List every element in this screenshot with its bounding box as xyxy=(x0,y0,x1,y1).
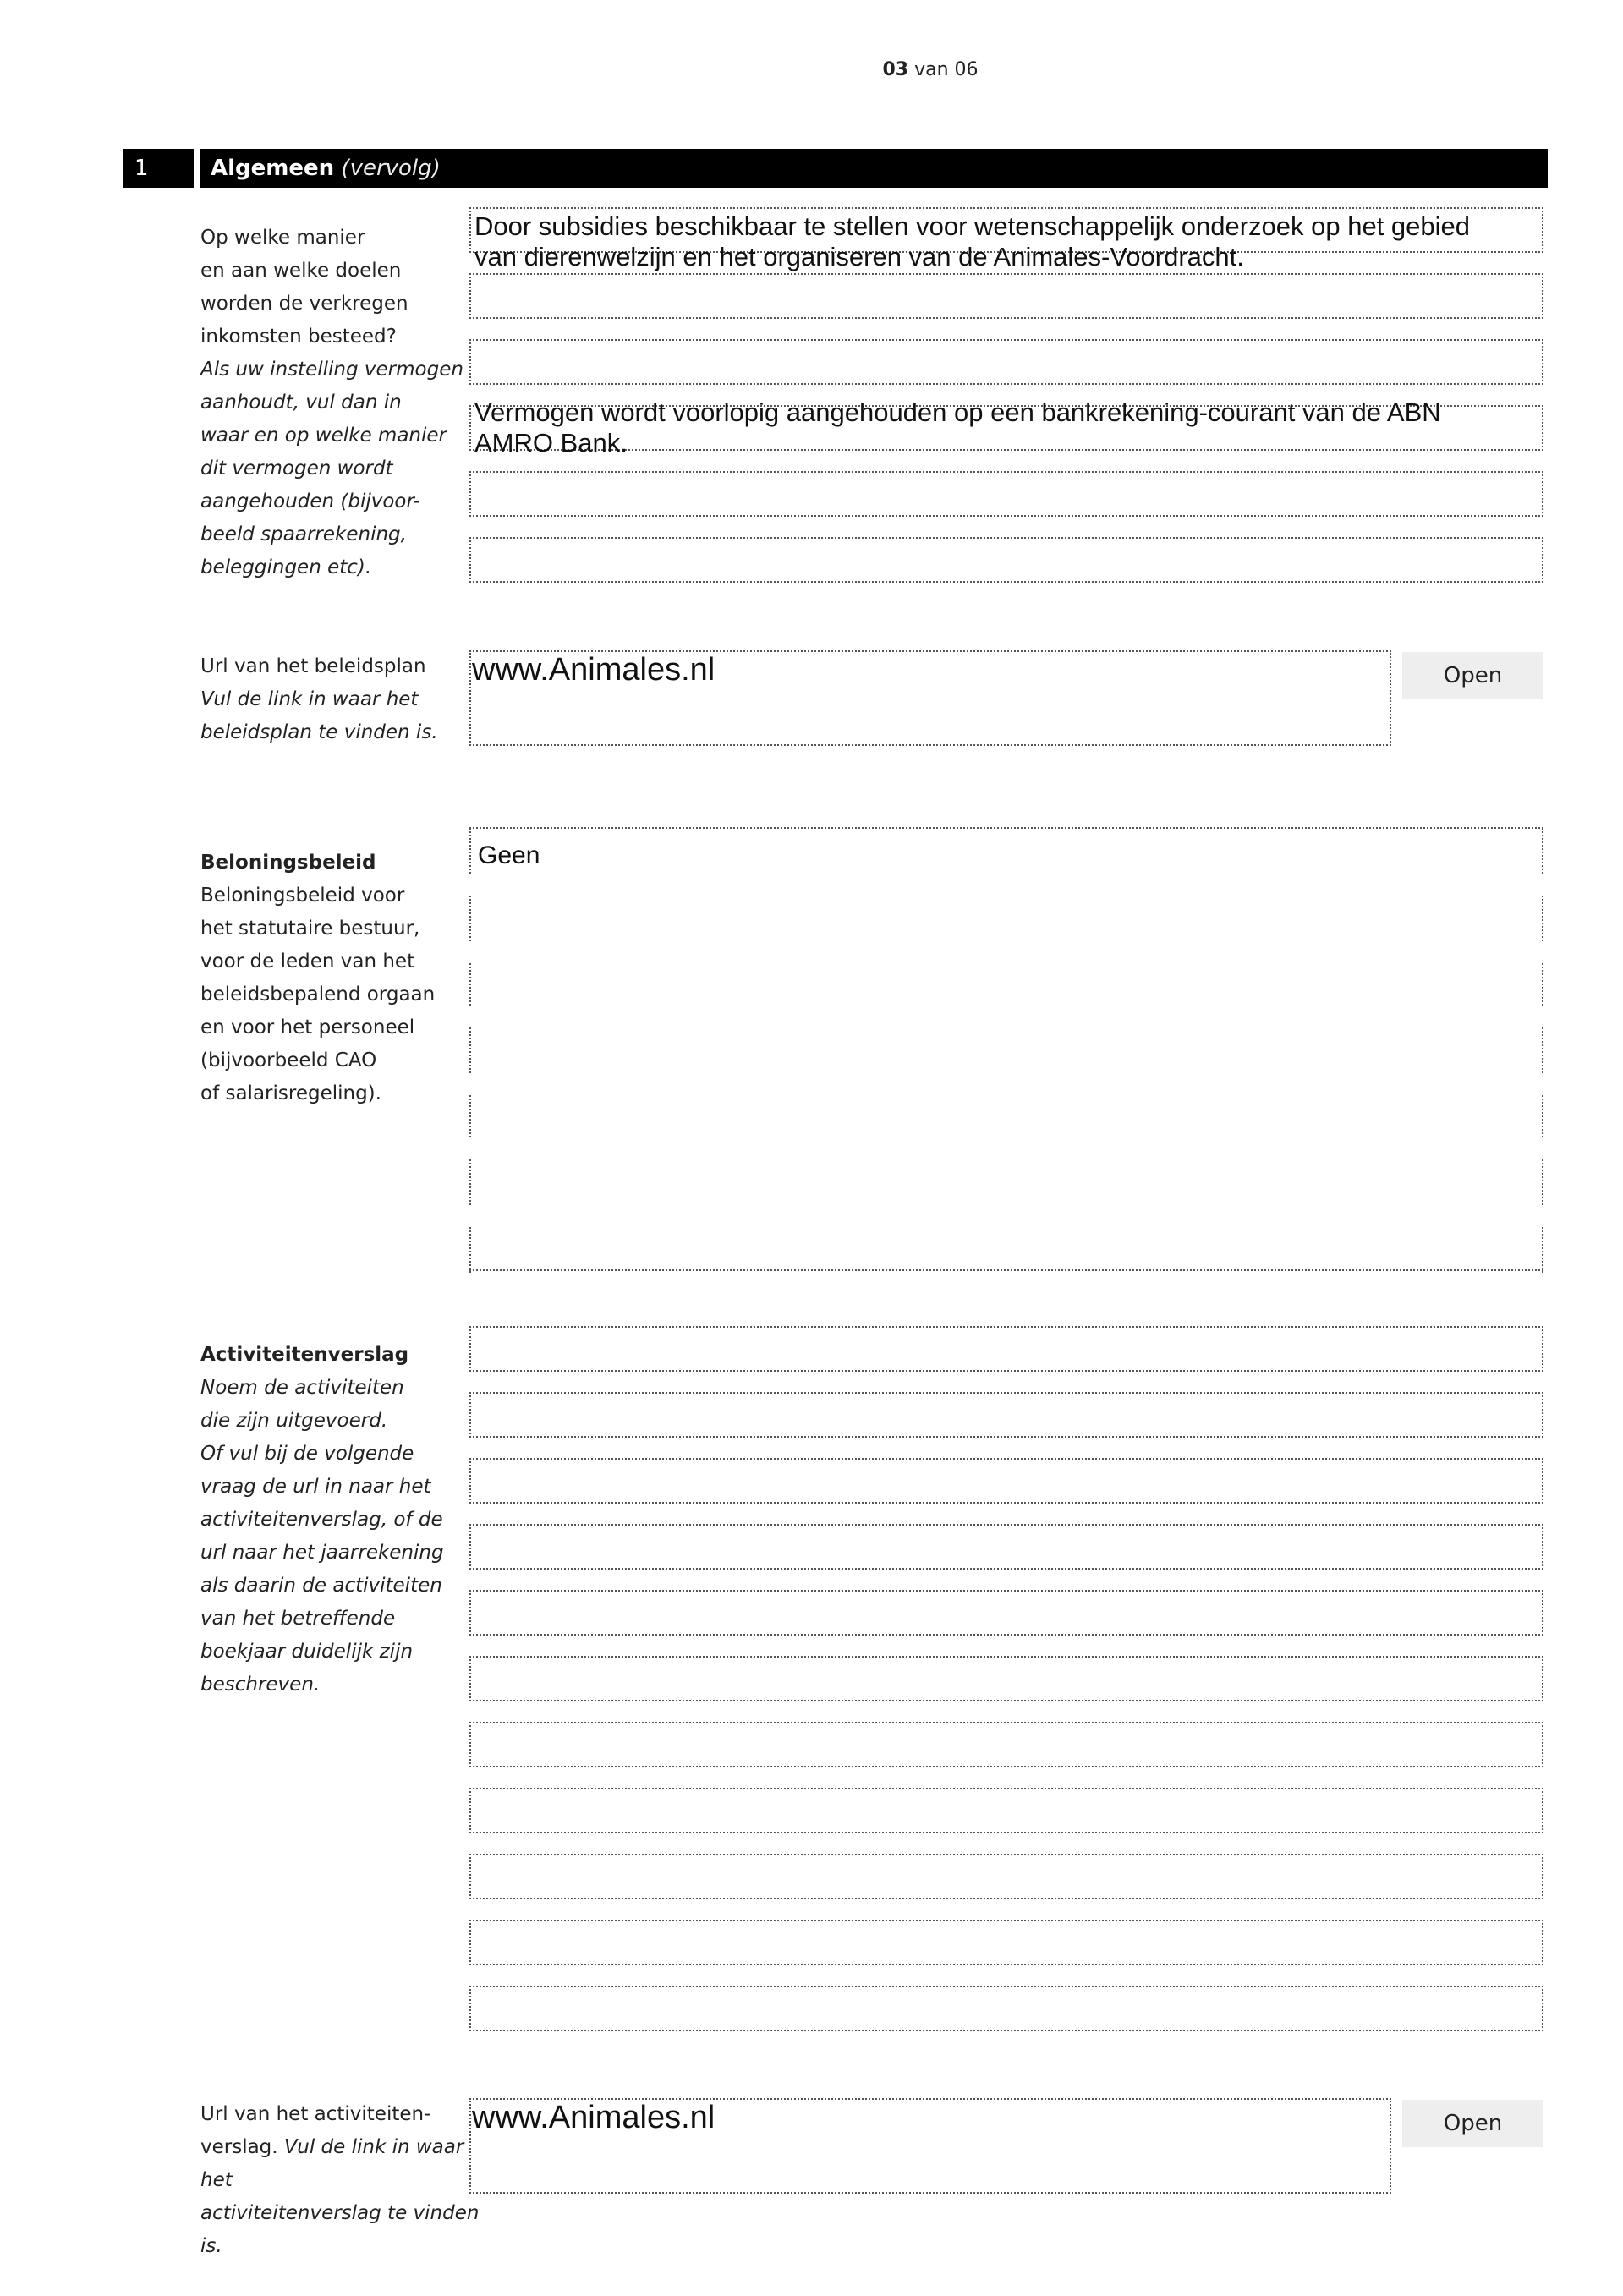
besteding-field-5[interactable] xyxy=(469,471,1543,517)
textarea-gap xyxy=(468,1007,1545,1027)
activiteit-field-9[interactable] xyxy=(469,1854,1543,1899)
besteding-field-1[interactable] xyxy=(469,207,1543,271)
beleidsplan-hint-line: beleidsplan te vinden is. xyxy=(200,721,438,743)
besteding-hint-line: aanhoudt, vul dan in xyxy=(200,392,402,414)
textarea-gap xyxy=(468,1073,1545,1093)
beloningsbeleid-label-line: voor de leden van het xyxy=(200,951,415,973)
beleidsplan-label-text: Url van het beleidsplan xyxy=(200,655,426,677)
activiteiten-url-hint-line: activiteitenverslag te vinden is. xyxy=(200,2202,480,2257)
activiteit-field-4[interactable] xyxy=(469,1524,1543,1570)
activiteitenverslag-hint-line: url naar het jaarrekening xyxy=(200,1542,444,1564)
activiteitenverslag-hint-line: Of vul bij de volgende xyxy=(200,1443,414,1465)
activiteiten-url-field[interactable] xyxy=(469,2098,1391,2194)
activiteitenverslag-hint-line: activiteitenverslag, of de xyxy=(200,1509,443,1531)
besteding-hint-line: aangehouden (bijvoor- xyxy=(200,490,420,512)
beleidsplan-open-button[interactable]: Open xyxy=(1402,652,1543,699)
activiteitenverslag-hint-line: beschreven. xyxy=(200,1674,321,1696)
activiteitenverslag-label xyxy=(200,1339,471,1701)
textarea-border-bottom xyxy=(469,1269,1543,1271)
besteding-field-2[interactable] xyxy=(469,273,1543,319)
besteding-hint-line: dit vermogen wordt xyxy=(200,458,393,479)
activiteit-field-1[interactable] xyxy=(469,1326,1543,1372)
besteding-hint-line: beleggingen etc). xyxy=(200,556,372,578)
activiteitenverslag-hint-line: als daarin de activiteiten xyxy=(200,1575,442,1597)
section-title: Algemeen xyxy=(211,156,335,181)
besteding-label-line: en aan welke doelen xyxy=(200,260,402,282)
activiteiten-url-label-text: Url van het activiteiten- xyxy=(200,2103,431,2125)
textarea-gap xyxy=(468,1139,1545,1159)
activiteit-field-11[interactable] xyxy=(469,1986,1543,2031)
textarea-gap xyxy=(468,941,1545,962)
section-header xyxy=(200,149,1548,188)
section-number: 1 xyxy=(123,149,194,188)
activiteiten-url-label xyxy=(200,2098,488,2263)
section-subtitle: (vervolg) xyxy=(341,156,441,181)
activiteit-field-2[interactable] xyxy=(469,1392,1543,1438)
textarea-gap xyxy=(468,1205,1545,1225)
activiteit-field-8[interactable] xyxy=(469,1788,1543,1833)
activiteiten-url-label-line xyxy=(200,2131,488,2197)
activiteit-field-10[interactable] xyxy=(469,1920,1543,1965)
besteding-label-line: inkomsten besteed? xyxy=(200,326,397,348)
textarea-gap xyxy=(468,875,1545,896)
besteding-label xyxy=(200,222,471,584)
besteding-hint-line: Als uw instelling vermogen xyxy=(200,359,463,381)
textarea-border-top xyxy=(469,827,1543,829)
activiteiten-url-value: www.Animales.nl xyxy=(472,2100,716,2135)
beloningsbeleid-label-line: het statutaire bestuur, xyxy=(200,918,420,940)
beloningsbeleid-label-line: of salarisregeling). xyxy=(200,1082,381,1104)
page-current: 03 xyxy=(882,59,909,80)
beloningsbeleid-label-line: Beloningsbeleid voor xyxy=(200,885,405,907)
beleidsplan-url-value: www.Animales.nl xyxy=(472,652,716,688)
activiteit-field-5[interactable] xyxy=(469,1590,1543,1636)
activiteitenverslag-hint-line: die zijn uitgevoerd. xyxy=(200,1410,388,1432)
besteding-field-3[interactable] xyxy=(469,339,1543,385)
besteding-label-line: worden de verkregen xyxy=(200,293,408,315)
beloningsbeleid-label-line: en voor het personeel xyxy=(200,1016,415,1038)
besteding-field-4-text: Vermogen wordt voorlopig aangehouden op een bankrekening-courant van de ABN AMRO Bank. xyxy=(474,397,1441,458)
activiteiten-url-label-line xyxy=(200,2098,488,2131)
beleidsplan-label xyxy=(200,650,471,749)
beloningsbeleid-textarea[interactable] xyxy=(469,829,1543,1273)
besteding-field-6[interactable] xyxy=(469,537,1543,583)
beloningsbeleid-label-line: beleidsbepalend orgaan xyxy=(200,984,436,1006)
page-total: 06 xyxy=(954,59,979,80)
activiteitenverslag-hint-line: van het betreffende xyxy=(200,1608,396,1630)
beloningsbeleid-title: Beloningsbeleid xyxy=(200,852,376,874)
besteding-field-4[interactable] xyxy=(469,397,1543,458)
beloningsbeleid-label-line: (bijvoorbeeld CAO xyxy=(200,1049,377,1071)
activiteiten-url-hint-text: Vul de link in waar het xyxy=(200,2136,464,2191)
activiteitenverslag-title: Activiteitenverslag xyxy=(200,1344,409,1366)
beleidsplan-hint-line: Vul de link in waar het xyxy=(200,688,419,710)
activiteiten-open-button[interactable]: Open xyxy=(1402,2100,1543,2147)
activiteit-field-3[interactable] xyxy=(469,1458,1543,1504)
activiteiten-url-label-text: verslag. xyxy=(200,2136,278,2158)
activiteit-field-6[interactable] xyxy=(469,1656,1543,1701)
besteding-hint-line: beeld spaarrekening, xyxy=(200,523,407,545)
besteding-label-line: Op welke manier xyxy=(200,227,365,249)
activiteitenverslag-hint-line: vraag de url in naar het xyxy=(200,1476,431,1498)
beleidsplan-url-field[interactable] xyxy=(469,650,1391,746)
page-separator: van xyxy=(914,59,949,80)
beloningsbeleid-label xyxy=(200,847,471,1110)
activiteitenverslag-hint-line: Noem de activiteiten xyxy=(200,1377,404,1399)
beloningsbeleid-value: Geen xyxy=(478,841,540,869)
page-number xyxy=(0,59,1623,80)
besteding-hint-line: waar en op welke manier xyxy=(200,425,447,447)
activiteitenverslag-hint-line: boekjaar duidelijk zijn xyxy=(200,1641,414,1663)
besteding-field-1-text: Door subsidies beschikbaar te stellen voor wetenschappelijk onderzoek op het gebied van dierenwelzijn en het organiseren van de Animales-Voordracht. xyxy=(474,211,1471,271)
activiteit-field-7[interactable] xyxy=(469,1722,1543,1767)
